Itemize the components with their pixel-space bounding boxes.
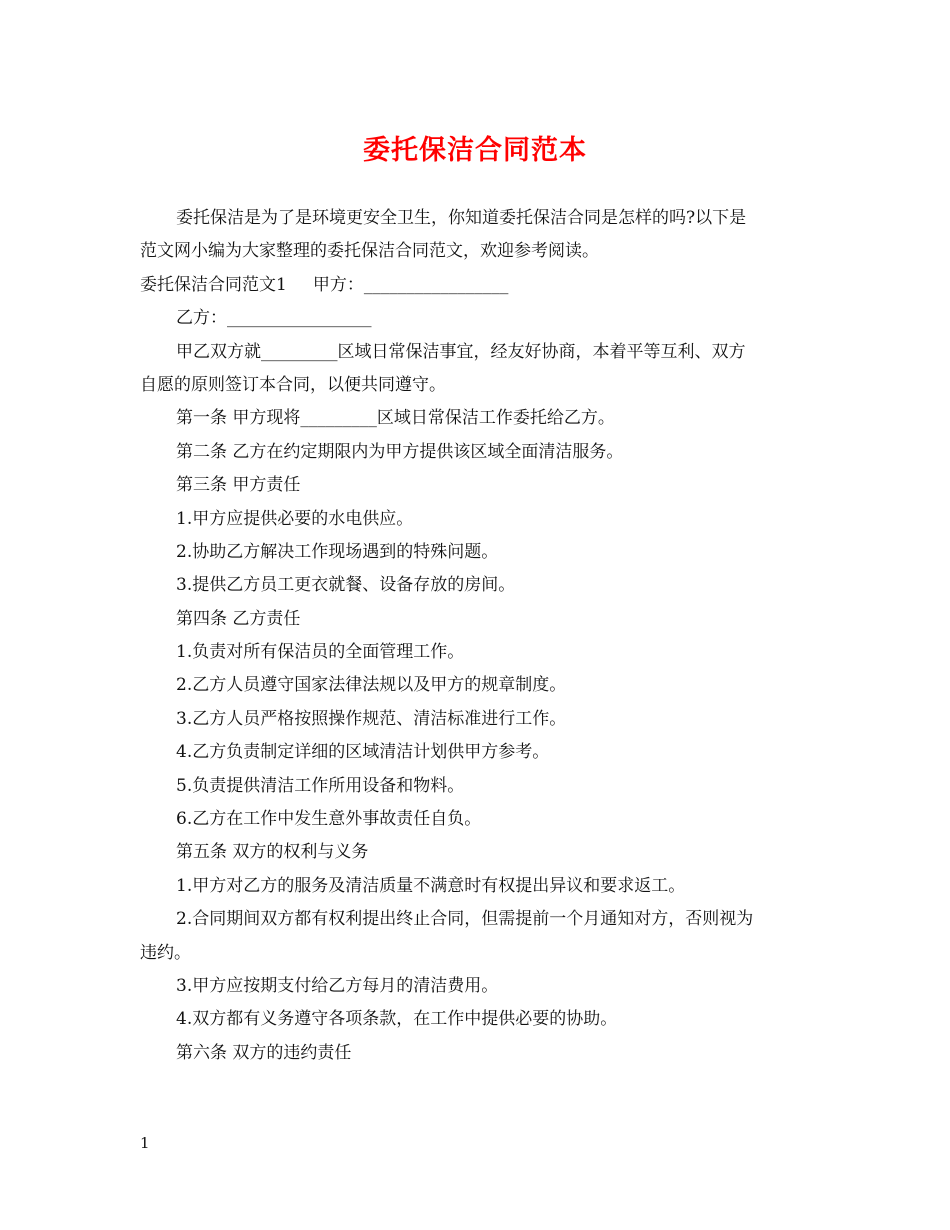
article-4-heading: 第四条 乙方责任 — [176, 608, 301, 629]
intro-line-1: 委托保洁是为了是环境更安全卫生，你知道委托保洁合同是怎样的吗?以下是 — [176, 208, 747, 228]
article-5-heading: 第五条 双方的权利与义务 — [176, 842, 369, 863]
article-5-item-2-line-2: 违约。 — [140, 942, 191, 963]
article-6-heading: 第六条 双方的违约责任 — [176, 1042, 352, 1063]
party-b-field: 乙方：_________________ — [176, 308, 372, 329]
document-title: 委托保洁合同范本 — [363, 135, 587, 166]
article-2: 第二条 乙方在约定期限内为甲方提供该区域全面清洁服务。 — [176, 441, 624, 462]
article-5-item-1: 1.甲方对乙方的服务及清洁质量不满意时有权提出异议和要求返工。 — [176, 875, 686, 896]
article-4-item-6: 6.乙方在工作中发生意外事故责任自负。 — [176, 809, 482, 830]
article-5-item-2-line-1: 2.合同期间双方都有权利提出终止合同，但需提前一个月通知对方，否则视为 — [176, 909, 754, 930]
document-body — [140, 202, 812, 1070]
intro-line-2: 范文网小编为大家整理的委托保洁合同范文，欢迎参考阅读。 — [140, 241, 599, 262]
article-4-item-5: 5.负责提供清洁工作所用设备和物料。 — [176, 775, 465, 796]
article-4-item-1: 1.负责对所有保洁员的全面管理工作。 — [176, 642, 465, 663]
article-3-item-1: 1.甲方应提供必要的水电供应。 — [176, 508, 414, 529]
article-4-item-2: 2.乙方人员遵守国家法律法规以及甲方的规章制度。 — [176, 675, 567, 696]
article-3-heading: 第三条 甲方责任 — [176, 475, 301, 496]
article-3-item-2: 2.协助乙方解决工作现场遇到的特殊问题。 — [176, 541, 499, 562]
sample-heading-line — [140, 269, 812, 302]
article-4-item-3: 3.乙方人员严格按照操作规范、清洁标准进行工作。 — [176, 708, 567, 729]
page-number: 1 — [140, 1134, 150, 1152]
party-a-field: 甲方：_________________ — [312, 274, 509, 295]
sample-heading: 委托保洁合同范文1 — [140, 274, 287, 295]
article-4-item-4: 4.乙方负责制定详细的区域清洁计划供甲方参考。 — [176, 742, 550, 763]
article-5-item-3: 3.甲方应按期支付给乙方每月的清洁费用。 — [176, 975, 499, 996]
article-5-item-4: 4.双方都有义务遵守各项条款，在工作中提供必要的协助。 — [176, 1009, 618, 1030]
preamble-line-1: 甲乙双方就_________区域日常保洁事宜，经友好协商，本着平等互利、双方 — [176, 341, 746, 362]
article-1: 第一条 甲方现将_________区域日常保洁工作委托给乙方。 — [176, 408, 615, 429]
article-3-item-3: 3.提供乙方员工更衣就餐、设备存放的房间。 — [176, 575, 516, 596]
preamble-line-2: 自愿的原则签订本合同，以便共同遵守。 — [140, 374, 446, 395]
